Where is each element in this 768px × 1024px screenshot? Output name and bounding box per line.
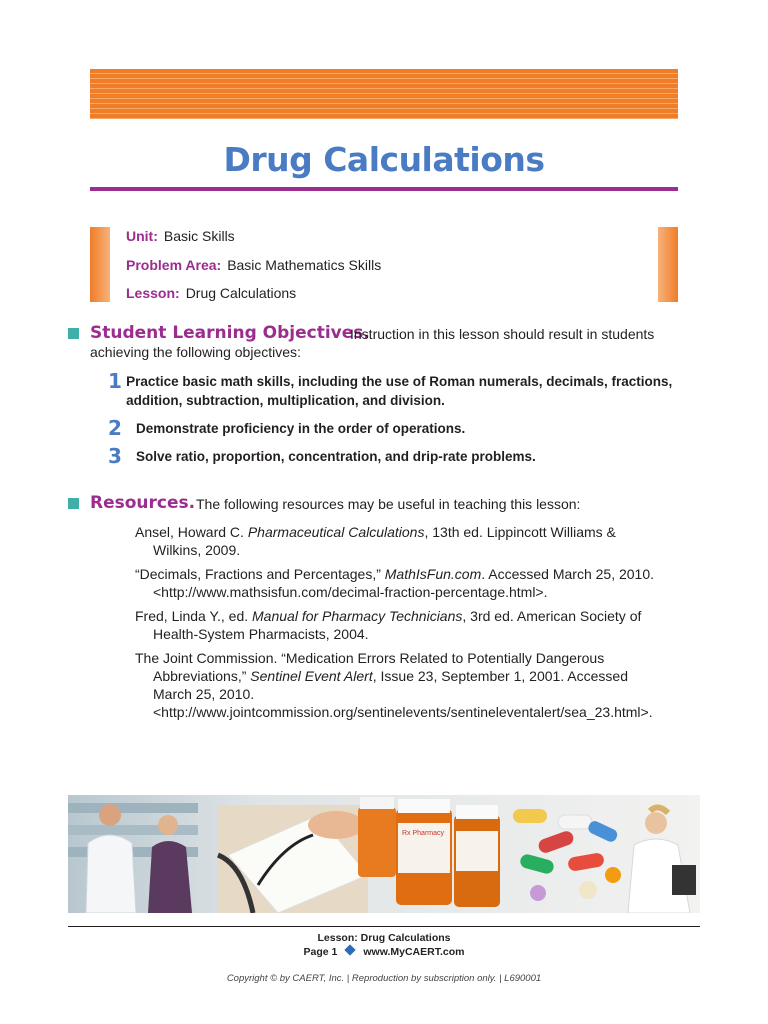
reference-item — [135, 523, 655, 559]
ref-title: MathIsFun.com — [384, 566, 482, 582]
footer-site-link[interactable]: www.MyCAERT.com — [363, 946, 465, 958]
ref-text: , Issue 23, September 1, 2001. Accessed March 25, 2010. <http://www.jointcommission.org/sentinelevents/sentineleventalert/sea_23.html>. — [153, 668, 653, 720]
resources-heading: Resources. — [90, 493, 196, 513]
header-banner — [90, 69, 678, 119]
resources-bullet-icon — [68, 498, 79, 509]
ref-text: “Decimals, Fractions and Percentages,” — [135, 566, 385, 582]
ref-text: . Accessed March 25, 2010. <http://www.mathsisfun.com/decimal-fraction-percentage.html>. — [153, 566, 655, 600]
objectives-intro-line2: achieving the following objectives: — [90, 344, 301, 360]
reference-item — [135, 649, 655, 721]
objective-text: Practice basic math skills, including the use of Roman numerals, decimals, fractions, addition, subtraction, multiplication, and division. — [126, 374, 673, 408]
reference-list — [135, 523, 655, 727]
page-title: Drug Calculations — [223, 140, 545, 179]
problem-area-label: Problem Area: — [126, 257, 222, 273]
ref-text: Ansel, Howard C. — [135, 524, 248, 540]
reference-item — [135, 565, 655, 601]
objective-item — [108, 444, 688, 468]
footer-lesson: Lesson: Drug Calculations — [317, 932, 451, 944]
bottle-label: Rx Pharmacy — [402, 830, 445, 837]
objective-number: 3 — [108, 444, 122, 468]
objective-item — [108, 416, 688, 440]
lesson-value: Drug Calculations — [185, 285, 297, 301]
meta-unit — [126, 228, 235, 244]
meta-problem-area — [126, 257, 381, 273]
unit-label: Unit: — [126, 228, 158, 244]
objectives-list — [108, 369, 688, 475]
pharmacy-photo-strip — [68, 795, 700, 913]
ref-title: Pharmaceutical Calculations — [247, 524, 425, 540]
meta-lesson — [126, 285, 296, 301]
diamond-icon — [345, 944, 356, 955]
footer-page: Page 1 — [303, 946, 338, 958]
footer-page-line — [0, 946, 768, 958]
objective-text: Demonstrate proficiency in the order of operations. — [136, 421, 466, 436]
unit-value: Basic Skills — [163, 228, 235, 244]
title-divider — [90, 187, 678, 191]
footer-copyright: Copyright © by CAERT, Inc. | Reproduction by subscription only. | L690001 — [226, 973, 542, 984]
reference-item — [135, 607, 655, 643]
objective-item — [108, 369, 688, 410]
objective-number: 2 — [108, 416, 122, 440]
objective-text: Solve ratio, proportion, concentration, and drip-rate problems. — [136, 449, 536, 464]
ref-text: The Joint Commission. “Medication Errors Related to Potentially Dangerous Abbreviations,” — [135, 650, 605, 684]
problem-area-value: Basic Mathematics Skills — [227, 257, 382, 273]
footer-divider — [68, 926, 700, 927]
ref-title: Manual for Pharmacy Technicians — [252, 608, 463, 624]
objective-number: 1 — [108, 369, 122, 393]
objectives-bullet-icon — [68, 328, 79, 339]
lesson-label: Lesson: — [126, 285, 180, 301]
objectives-intro-line1: Instruction in this lesson should result in students — [350, 326, 655, 342]
ref-title: Sentinel Event Alert — [250, 668, 373, 684]
meta-bar-left — [90, 227, 110, 302]
ref-text: , 3rd ed. American Society of Health-System Pharmacists, 2004. — [153, 608, 642, 642]
meta-bar-right — [658, 227, 678, 302]
resources-intro: The following resources may be useful in teaching this lesson: — [196, 496, 581, 512]
pharmacy-collage-image — [68, 795, 700, 913]
ref-text: Fred, Linda Y., ed. — [135, 608, 253, 624]
ref-text: , 13th ed. Lippincott Williams & Wilkins, 2009. — [153, 524, 616, 558]
objectives-heading: Student Learning Objectives. — [90, 323, 370, 343]
